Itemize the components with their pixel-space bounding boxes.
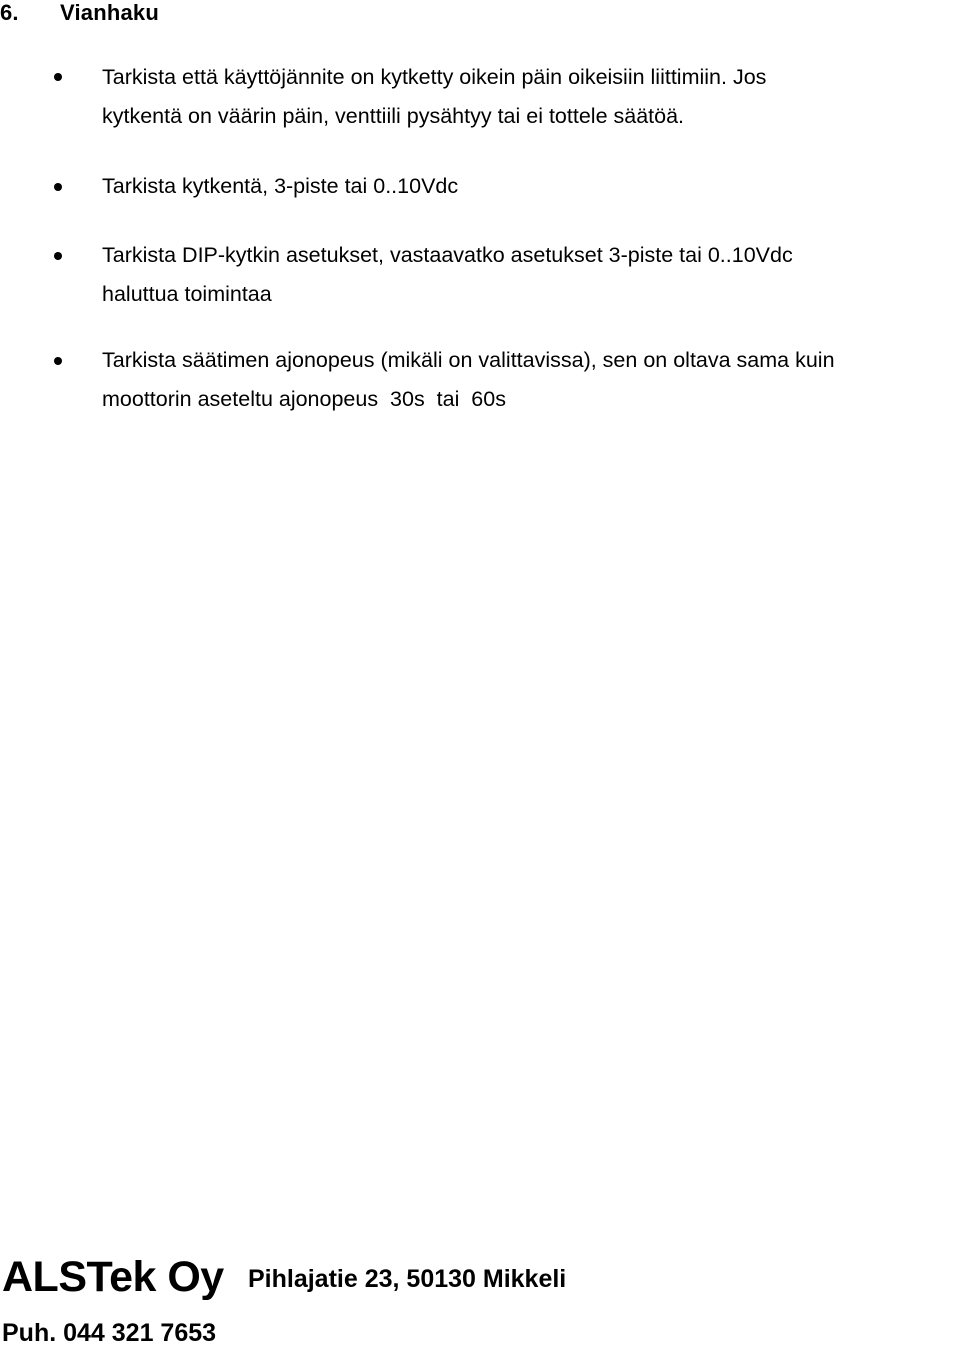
list-item-line: Tarkista DIP-kytkin asetukset, vastaavatko asetukset 3-piste tai 0..10Vdc [102, 243, 793, 267]
section-title: Vianhaku [60, 0, 160, 25]
list-item-line: Tarkista kytkentä, 3-piste tai 0..10Vdc [102, 174, 459, 198]
section-heading [0, 0, 159, 26]
list-item-line: Tarkista että käyttöjännite on kytketty oikein päin oikeisiin liittimiin. Jos [102, 65, 767, 89]
list-item-line: Tarkista säätimen ajonopeus (mikäli on valittavissa), sen on oltava sama kuin [102, 348, 835, 372]
list-item-line: kytkentä on väärin päin, venttiili pysähtyy tai ei tottele säätöä. [102, 104, 685, 128]
company-name: ALSTek Oy [2, 1253, 224, 1301]
company-address: Pihlajatie 23, 50130 Mikkeli [248, 1265, 567, 1293]
list-item-line: haluttua toimintaa [102, 282, 272, 306]
bullet-icon [54, 357, 62, 365]
bullet-icon [54, 73, 62, 81]
list-item [102, 341, 960, 419]
company-phone: Puh. 044 321 7653 [2, 1319, 217, 1347]
list-item [102, 167, 960, 206]
bullet-icon [54, 252, 62, 260]
section-number: 6. [0, 0, 19, 25]
bullet-icon [54, 183, 62, 191]
list-item [102, 58, 960, 136]
list-item-line: moottorin aseteltu ajonopeus 30s tai 60s [102, 387, 506, 411]
list-item [102, 236, 960, 314]
